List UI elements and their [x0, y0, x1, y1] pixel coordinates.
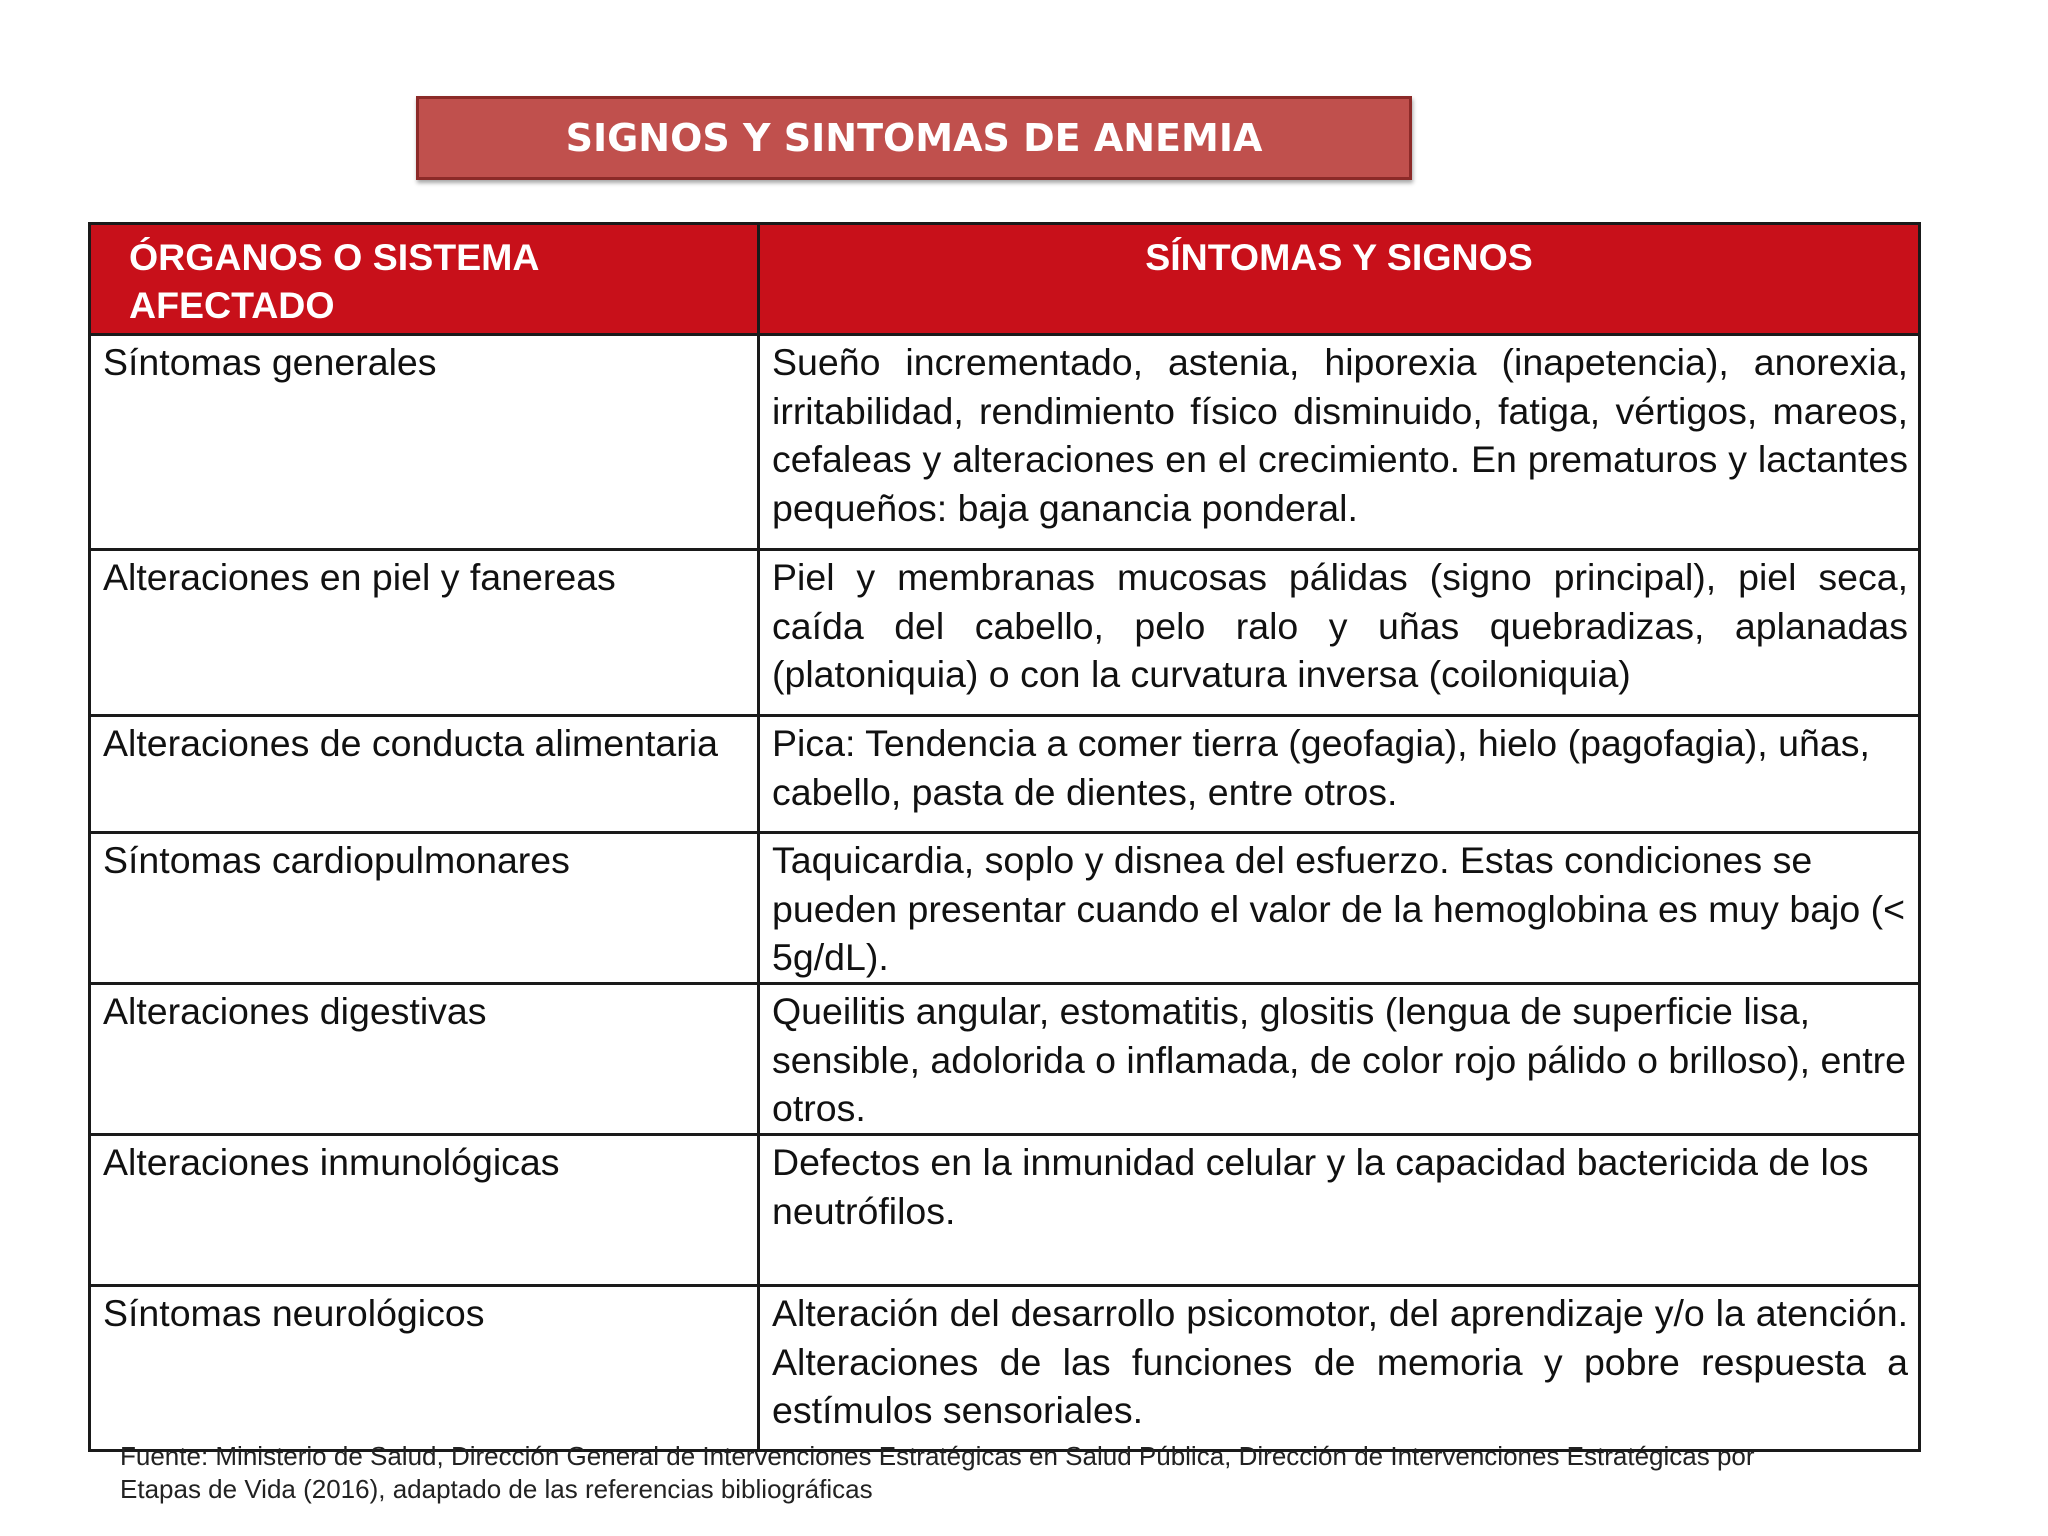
symptoms-table	[88, 222, 1921, 1452]
organ-cell: Síntomas generales	[90, 335, 759, 550]
symptoms-cell: Queilitis angular, estomatitis, glositis (lengua de superficie lisa, sensible, adolorida o inflamada, de color rojo pálido o brilloso), entre otros.	[759, 984, 1920, 1135]
organ-cell: Síntomas cardiopulmonares	[90, 833, 759, 984]
organ-cell: Síntomas neurológicos	[90, 1286, 759, 1451]
page-title-banner	[416, 96, 1412, 180]
table-row	[90, 1286, 1920, 1451]
table-header-row	[90, 224, 1920, 335]
column-header-symptoms: SÍNTOMAS Y SIGNOS	[759, 224, 1920, 335]
symptoms-cell: Defectos en la inmunidad celular y la capacidad bactericida de los neutrófilos.	[759, 1135, 1920, 1286]
table-row	[90, 550, 1920, 716]
symptoms-cell: Taquicardia, soplo y disnea del esfuerzo. Estas condiciones se pueden presentar cuando el valor de la hemoglobina es muy bajo (< 5g/dL).	[759, 833, 1920, 984]
symptoms-cell: Pica: Tendencia a comer tierra (geofagia), hielo (pagofagia), uñas, cabello, pasta de dientes, entre otros.	[759, 716, 1920, 833]
organ-cell: Alteraciones de conducta alimentaria	[90, 716, 759, 833]
table-row	[90, 716, 1920, 833]
table-row	[90, 335, 1920, 550]
table-row	[90, 984, 1920, 1135]
symptoms-cell: Piel y membranas mucosas pálidas (signo principal), piel seca, caída del cabello, pelo ralo y uñas quebradizas, aplanadas (platoniquia) o con la curvatura inversa (coiloniquia)	[759, 550, 1920, 716]
organ-cell: Alteraciones digestivas	[90, 984, 759, 1135]
organ-cell: Alteraciones inmunológicas	[90, 1135, 759, 1286]
table-row	[90, 1135, 1920, 1286]
page-title: SIGNOS Y SINTOMAS DE ANEMIA	[565, 116, 1263, 160]
column-header-organ: ÓRGANOS O SISTEMA AFECTADO	[90, 224, 759, 335]
source-footnote: Fuente: Ministerio de Salud, Dirección General de Intervenciones Estratégicas en Salud Pública, Dirección de Intervenciones Estratégicas por Etapas de Vida (2016), adaptado de las referencias bibliográficas	[120, 1441, 1755, 1504]
organ-cell: Alteraciones en piel y fanereas	[90, 550, 759, 716]
table-row	[90, 833, 1920, 984]
symptoms-cell: Sueño incrementado, astenia, hiporexia (inapetencia), anorexia, irritabilidad, rendimiento físico disminuido, fatiga, vértigos, mareos, cefaleas y alteraciones en el crecimiento. En prematuros y lactantes pequeños: baja ganancia ponderal.	[759, 335, 1920, 550]
symptoms-cell: Alteración del desarrollo psicomotor, del aprendizaje y/o la atención. Alteraciones de las funciones de memoria y pobre respuesta a estímulos sensoriales.	[759, 1286, 1920, 1451]
